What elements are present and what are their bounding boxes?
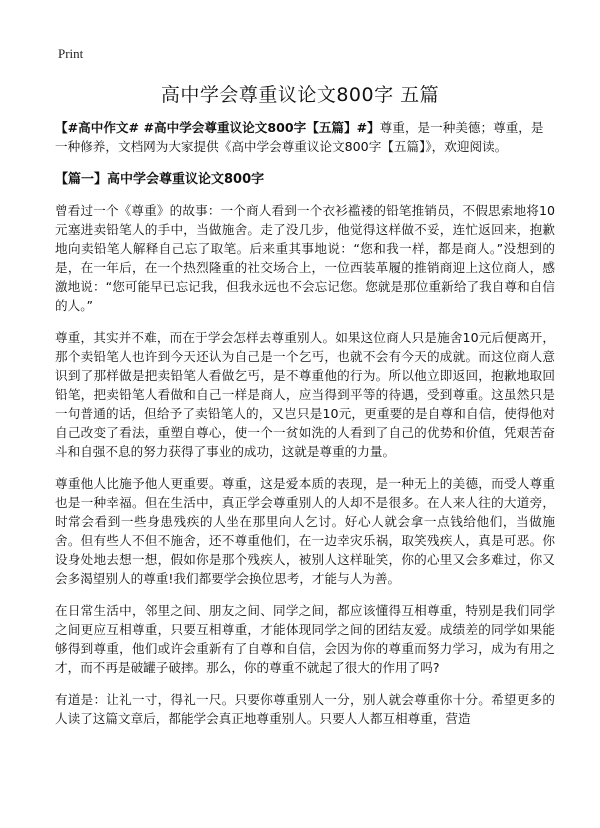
paragraph-5: 有道是：让礼一寸，得礼一尺。只要你尊重别人一分，别人就会尊重你十分。希望更多的人读了这篇文章后，都能学会真正地尊重别人。只要人人都互相尊重，营造 [55,692,555,726]
intro-tag: 【#高中作文# #高中学会尊重议论文800字【五篇】#】 [55,120,380,135]
intro-text: 尊重，是一种美德；尊重，是一种修养，文档网为大家提供《高中学会尊重议论文800字【五篇】》，欢迎阅读。 [55,120,544,154]
print-link[interactable]: Print [58,46,84,61]
article-body [55,118,555,741]
paragraph-3: 尊重他人比施予他人更重要。尊重，这是爱本质的表现，是一种无上的美德，而受人尊重也是一种幸福。但在生活中，真正学会尊重别人的人却不是很多。在人来人往的大道旁，时常会看到一些身患残疾的人坐在那里向人乞讨。好心人就会拿一点钱给他们，当做施舍。但有些人不但不施舍，还不尊重他们，在一边幸灾乐祸，取笑残疾人，真是可恶。你设身处地去想一想，假如你是那个残疾人，被别人这样耻笑，你的心里又会多难过，你又会多渴望别人的尊重!我们都要学会换位思考，才能与人为善。 [55,476,555,586]
section-heading: 【篇一】高中学会尊重议论文800字 [55,172,265,187]
intro-paragraph [55,118,555,156]
paragraph-1: 曾看过一个《尊重》的故事：一个商人看到一个衣衫褴褛的铅笔推销员，不假思索地将10元塞进卖铅笔人的手中，当做施舍。走了没几步，他觉得这样做不妥，连忙返回来，抱歉地向卖铅笔人解释自己忘了取笔。后来重其事地说：“您和我一样，都是商人。”没想到的是，在一年后，在一个热烈隆重的社交场合上，一位西装革履的推销商迎上这位商人，感激地说：“您可能早已忘记我，但我永远也不会忘记您。您就是那位重新给了我自尊和自信的人。” [55,203,555,313]
document-title: 高中学会尊重议论文800字 五篇 [160,84,440,106]
paragraph-2: 尊重，其实并不难，而在于学会怎样去尊重别人。如果这位商人只是施舍10元后便离开，那个卖铅笔人也许到今天还认为自己是一个乞丐，也就不会有今天的成就。而这位商人意识到了那样做是把卖铅笔人看做乞丐，是不尊重他的行为。所以他立即返回，抱歉地取回铅笔，把卖铅笔人看做和自己一样是商人，应当得到平等的待遇，受到尊重。这虽然只是一句普通的话，但给予了卖铅笔人的，又岂只是10元，更重要的是自尊和自信，使得他对自己改变了看法，重塑自尊心，使一个一贫如洗的人看到了自己的优势和价值，凭艰苦奋斗和自强不息的努力获得了事业的成功，这就是尊重的力量。 [55,330,555,459]
paragraph-4: 在日常生活中，邻里之间、朋友之间、同学之间，都应该懂得互相尊重，特别是我们同学之间更应互相尊重，只要互相尊重，才能体现同学之间的团结友爱。成绩差的同学如果能够得到尊重，他们或许会重新有了自尊和自信，会因为你的尊重而努力学习，成为有用之才，而不再是破罐子破摔。那么，你的尊重不就起了很大的作用了吗? [55,603,555,675]
